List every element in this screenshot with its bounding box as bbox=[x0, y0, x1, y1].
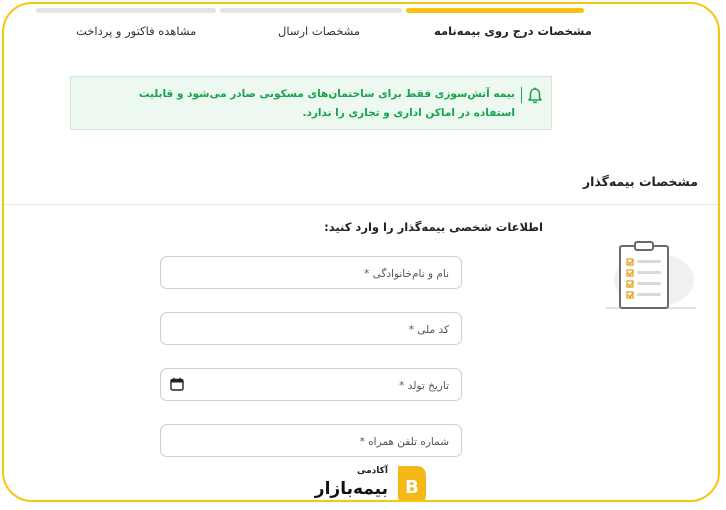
info-alert bbox=[70, 76, 552, 130]
logo-mark-letter: B bbox=[405, 477, 419, 498]
brand-logo[interactable] bbox=[304, 462, 428, 502]
alert-divider bbox=[521, 87, 522, 103]
progress-segment-shipping bbox=[220, 8, 402, 13]
step-shipping-details[interactable]: مشخصات ارسال bbox=[278, 24, 361, 38]
main-frame bbox=[2, 2, 720, 502]
bell-icon bbox=[527, 87, 543, 105]
calendar-icon[interactable] bbox=[170, 377, 184, 391]
birth-date-input[interactable] bbox=[195, 375, 451, 397]
step-policy-details[interactable]: مشخصات درج روی بیمه‌نامه bbox=[434, 24, 592, 38]
section-divider bbox=[4, 204, 718, 205]
step-invoice-payment[interactable]: مشاهده فاکتور و پرداخت bbox=[76, 24, 197, 38]
progress-segment-payment bbox=[36, 8, 216, 13]
full-name-field[interactable] bbox=[160, 256, 462, 289]
section-title: مشخصات بیمه‌گذار bbox=[582, 174, 698, 189]
mobile-number-field[interactable] bbox=[160, 424, 462, 457]
logo-name: بیمه‌بازار bbox=[314, 479, 388, 499]
birth-date-field[interactable] bbox=[160, 368, 462, 401]
progress-segment-policy-details bbox=[406, 8, 584, 13]
full-name-input[interactable] bbox=[195, 263, 451, 285]
form-title: اطلاعات شخصی بیمه‌گذار را وارد کنید: bbox=[324, 220, 543, 234]
national-id-field[interactable] bbox=[160, 312, 462, 345]
alert-message: بیمه آتش‌سوزی فقط برای ساختمان‌های مسکونی صادر می‌شود و قابلیت استفاده در اماکن اداری و تجاری را ندارد. bbox=[138, 88, 515, 119]
clipboard-checklist-icon bbox=[602, 240, 700, 312]
logo-subtitle: آکادمی bbox=[357, 466, 388, 476]
logo-mark-icon bbox=[394, 464, 428, 502]
national-id-input[interactable] bbox=[195, 319, 451, 341]
mobile-number-input[interactable] bbox=[195, 431, 451, 453]
